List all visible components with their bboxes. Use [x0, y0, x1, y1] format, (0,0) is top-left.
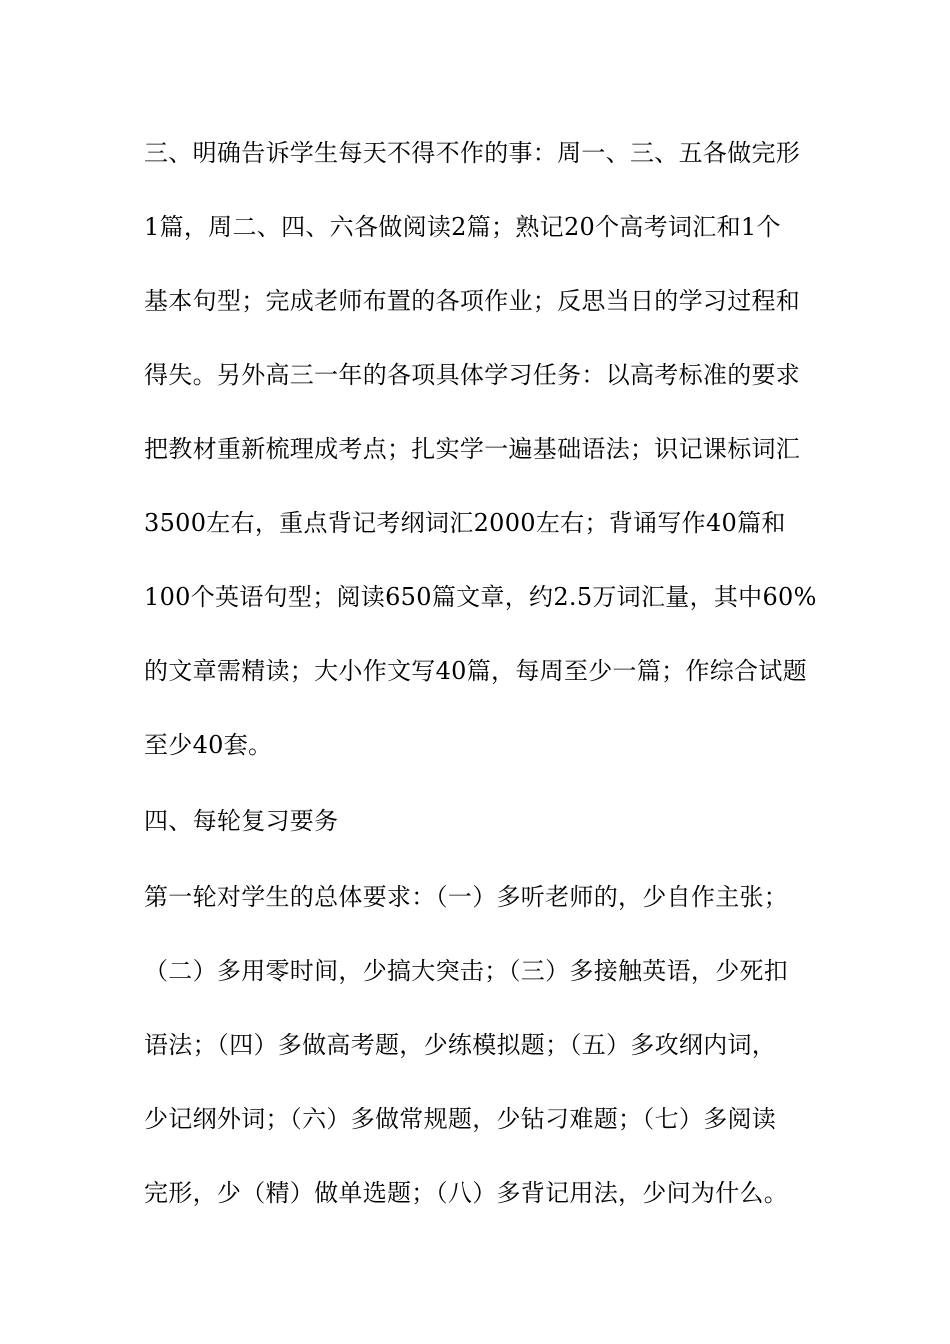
text-line-13: 语法；（四）多做高考题，少练模拟题；（五）多攻纲内词，	[144, 1031, 777, 1059]
text-line-1: 三、明确告诉学生每天不得不作的事：周一、三、五各做完形	[144, 139, 801, 167]
text-line-4: 得失。另外高三一年的各项具体学习任务：以高考标准的要求	[144, 361, 801, 389]
section-heading: 四、每轮复习要务	[144, 807, 339, 835]
text-line-2: 1篇，周二、四、六各做阅读2篇；熟记20个高考词汇和1个	[144, 213, 781, 241]
text-line-12: （二）多用零时间，少搞大突击；（三）多接触英语，少死扣	[144, 957, 789, 985]
text-line-6: 3500左右，重点背记考纲词汇2000左右；背诵写作40篇和	[144, 509, 786, 537]
text-line-14: 少记纲外词；（六）多做常规题，少钻刁难题；（七）多阅读	[144, 1105, 777, 1133]
text-line-5: 把教材重新梳理成考点；扎实学一遍基础语法；识记课标词汇	[144, 435, 801, 463]
text-line-9: 至少40套。	[144, 731, 273, 759]
text-line-8: 的文章需精读；大小作文写40篇，每周至少一篇；作综合试题	[144, 657, 807, 685]
text-line-11: 第一轮对学生的总体要求：（一）多听老师的，少自作主张；	[144, 883, 789, 911]
text-line-3: 基本句型；完成老师布置的各项作业；反思当日的学习过程和	[144, 287, 801, 315]
text-line-7: 100个英语句型；阅读650篇文章，约2.5万词汇量，其中60%	[144, 583, 817, 611]
text-line-15: 完形，少（精）做单选题；（八）多背记用法，少问为什么。	[144, 1179, 789, 1207]
